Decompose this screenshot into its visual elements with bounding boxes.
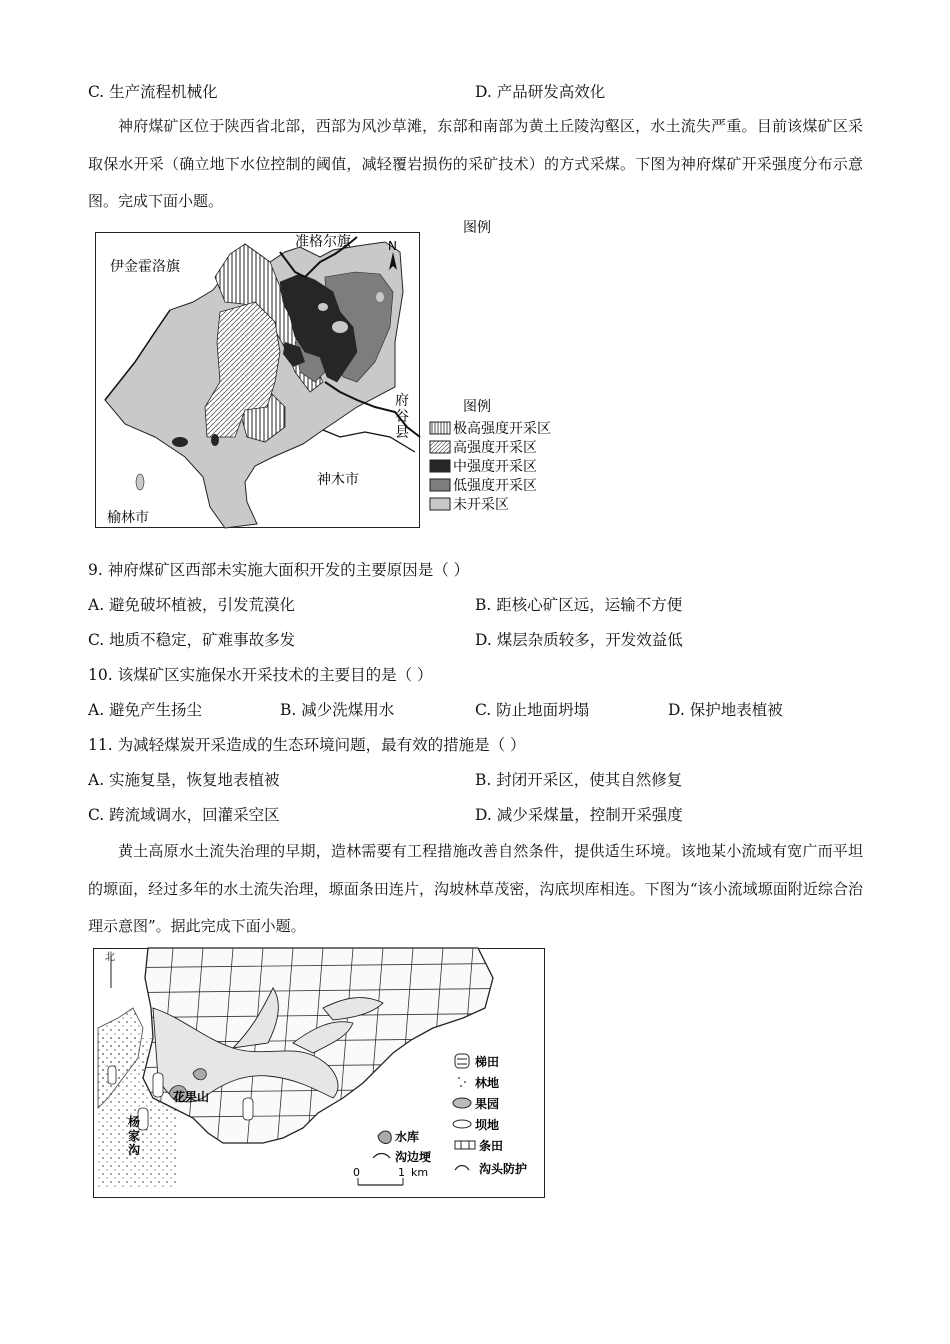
q9-stem: 9. 神府煤矿区西部未实施大面积开发的主要原因是（ ） [88, 561, 470, 579]
scale-unit: km [411, 1166, 429, 1179]
label-fugu-3: 县 [395, 425, 409, 441]
legend-swatch-untapped [430, 498, 450, 510]
passage-shenfu: 神府煤矿区位于陕西省北部，西部为风沙草滩，东部和南部为黄土丘陵沟壑区，水土流失严重。目前该煤矿区采取保水开采（确立地下水位控制的阈值，减轻覆岩损伤的采矿技术）的方式采煤。下图为神府煤矿开采强度分布示意图。完成下面小题。 [88, 117, 863, 210]
label-yang: 杨 [128, 1115, 141, 1129]
loess-watershed-map [93, 948, 545, 1198]
label-zhungeer: 准格尔旗 [295, 234, 351, 250]
q10-stem: 10. 该煤矿区实施保水开采技术的主要目的是（ ） [88, 666, 433, 684]
q11-stem: 11. 为减轻煤炭开采造成的生态环境问题，最有效的措施是（ ） [88, 736, 526, 754]
legend-title: 图例 [463, 220, 491, 236]
legend-medium: 中强度开采区 [453, 459, 537, 475]
q11-option-d: D. 减少采煤量，控制开采强度 [475, 806, 683, 824]
label-gou: 沟 [128, 1143, 141, 1157]
legend-terrace-icon [455, 1054, 469, 1068]
legend-untapped: 未开采区 [453, 497, 509, 513]
legend-reservoir: 水库 [395, 1130, 420, 1144]
legend-terrace: 梯田 [475, 1055, 500, 1069]
legend-swatch-medium [430, 460, 450, 472]
q10-option-a: A. 避免产生扬尘 [88, 701, 203, 719]
q9-option-a: A. 避免破坏植被，引发荒漠化 [88, 596, 296, 614]
legend-dam-land: 坝地 [475, 1118, 500, 1132]
map1-legend [425, 395, 575, 525]
label-huaguoshan: 花果山 [173, 1090, 210, 1104]
legend-high: 高强度开采区 [453, 440, 537, 456]
legend-gully-bank: 沟边埂 [395, 1150, 432, 1164]
scale-0: 0 [353, 1166, 360, 1179]
label-fugu-1: 府 [395, 393, 409, 409]
q8-option-c: C. 生产流程机械化 [88, 83, 218, 101]
label-fugu-2: 谷 [395, 409, 409, 425]
q8-option-d: D. 产品研发高效化 [475, 83, 606, 101]
legend-orchard: 果园 [475, 1097, 500, 1111]
scale-1: 1 [398, 1166, 405, 1179]
label-jia: 家 [128, 1129, 141, 1143]
legend-swatch-extreme [430, 422, 450, 434]
q11-option-c: C. 跨流域调水，回灌采空区 [88, 806, 280, 824]
q9-option-c: C. 地质不稳定，矿难事故多发 [88, 631, 296, 649]
passage-loess: 黄土高原水土流失治理的早期，造林需要有工程措施改善自然条件，提供适生环境。该地某小流域有宽广而平坦的塬面，经过多年的水土流失治理，塬面条田连片，沟坡林草茂密，沟底坝库相连。下图为“该小流域塬面附近综合治理示意图”。据此完成下面小题。 [88, 842, 863, 935]
legend-low: 低强度开采区 [453, 478, 537, 494]
q9-option-b: B. 距核心矿区远，运输不方便 [475, 596, 683, 614]
q11-option-a: A. 实施复垦，恢复地表植被 [88, 771, 280, 789]
legend-strip-field: 条田 [479, 1139, 504, 1153]
label-yijinhuoluo: 伊金霍洛旗 [110, 259, 180, 275]
legend-gully-head: 沟头防护 [479, 1162, 528, 1176]
label-shenmu: 神木市 [317, 472, 359, 488]
legend-forest: 林地 [475, 1076, 500, 1090]
legend-title-text: 图例 [463, 399, 491, 415]
q10-option-c: C. 防止地面坍塌 [475, 701, 590, 719]
q10-option-b: B. 减少洗煤用水 [280, 701, 395, 719]
north-label-2: 北 [105, 952, 115, 963]
label-yulin: 榆林市 [107, 510, 149, 526]
q9-option-d: D. 煤层杂质较多，开发效益低 [475, 631, 683, 649]
q10-option-d: D. 保护地表植被 [668, 701, 783, 719]
north-label: N [388, 239, 397, 253]
legend-extreme: 极高强度开采区 [453, 421, 551, 437]
legend-swatch-high [430, 441, 450, 453]
legend-swatch-low [430, 479, 450, 491]
q11-option-b: B. 封闭开采区，使其自然修复 [475, 771, 683, 789]
